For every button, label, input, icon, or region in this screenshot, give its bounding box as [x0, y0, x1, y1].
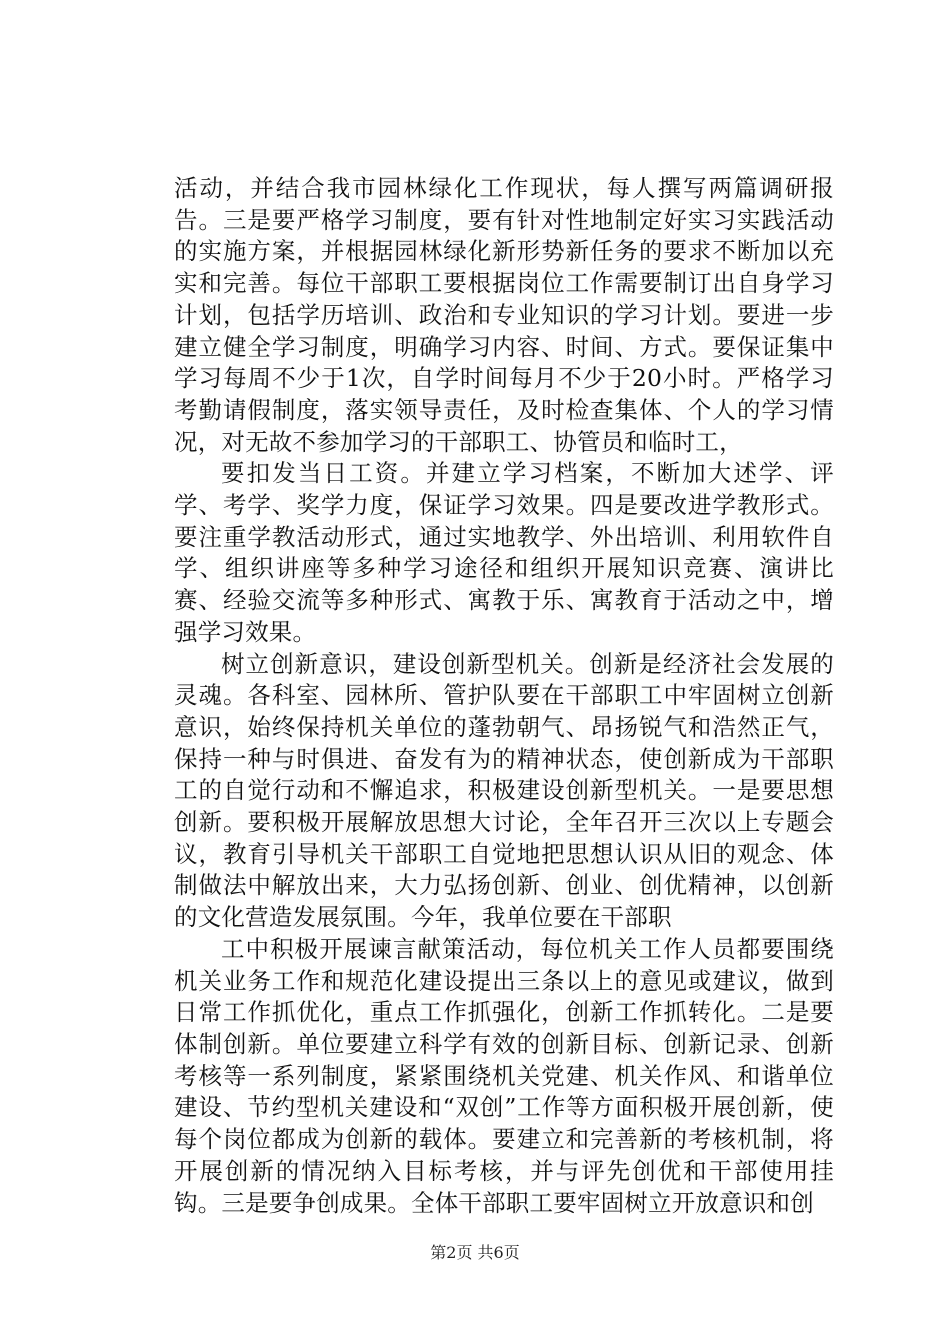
body-text: [174, 173, 834, 1219]
paragraph: 工中积极开展谏言献策活动，每位机关工作人员都要围绕机关业务工作和规范化建设提出三条以上的意见或建议，做到日常工作抓优化，重点工作抓强化，创新工作抓转化。二是要体制创新。单位要建立科学有效的创新目标、创新记录、创新考核等一系列制度，紧紧围绕机关党建、机关作风、和谐单位建设、节约型机关建设和“双创”工作等方面积极开展创新，使每个岗位都成为创新的载体。要建立和完善新的考核机制，将开展创新的情况纳入目标考核，并与评先创优和干部使用挂钩。三是要争创成果。全体干部职工要牢固树立开放意识和创: [174, 934, 834, 1217]
paragraph: 要扣发当日工资。并建立学习档案，不断加大述学、评学、考学、奖学力度，保证学习效果。四是要改进学教形式。要注重学教活动形式，通过实地教学、外出培训、利用软件自学、组织讲座等多种学习途径和组织开展知识竞赛、演讲比赛、经验交流等多种形式、寓教于乐、寓教育于活动之中，增强学习效果。: [174, 459, 834, 646]
paragraph: 树立创新意识，建设创新型机关。创新是经济社会发展的灵魂。各科室、园林所、管护队要在干部职工中牢固树立创新意识，始终保持机关单位的蓬勃朝气、昂扬锐气和浩然正气，保持一种与时俱进、奋发有为的精神状态，使创新成为干部职工的自觉行动和不懈追求，积极建设创新型机关。一是要思想创新。要积极开展解放思想大讨论，全年召开三次以上专题会议，教育引导机关干部职工自觉地把思想认识从旧的观念、体制做法中解放出来，大力弘扬创新、创业、创优精神，以创新的文化营造发展氛围。今年，我单位要在干部职: [174, 649, 834, 932]
paragraph: 活动，并结合我市园林绿化工作现状，每人撰写两篇调研报告。三是要严格学习制度，要有针对性地制定好实习实践活动的实施方案，并根据园林绿化新形势新任务的要求不断加以充实和完善。每位干部职工要根据岗位工作需要制订出自身学习计划，包括学历培训、政治和专业知识的学习计划。要进一步建立健全学习制度，明确学习内容、时间、方式。要保证集中学习每周不少于1次，自学时间每月不少于20小时。严格学习考勤请假制度，落实领导责任，及时检查集体、个人的学习情况，对无故不参加学习的干部职工、协管员和临时工，: [174, 174, 834, 456]
page-footer: [0, 1243, 950, 1263]
page-number-label: 第2页 共6页: [430, 1243, 520, 1262]
